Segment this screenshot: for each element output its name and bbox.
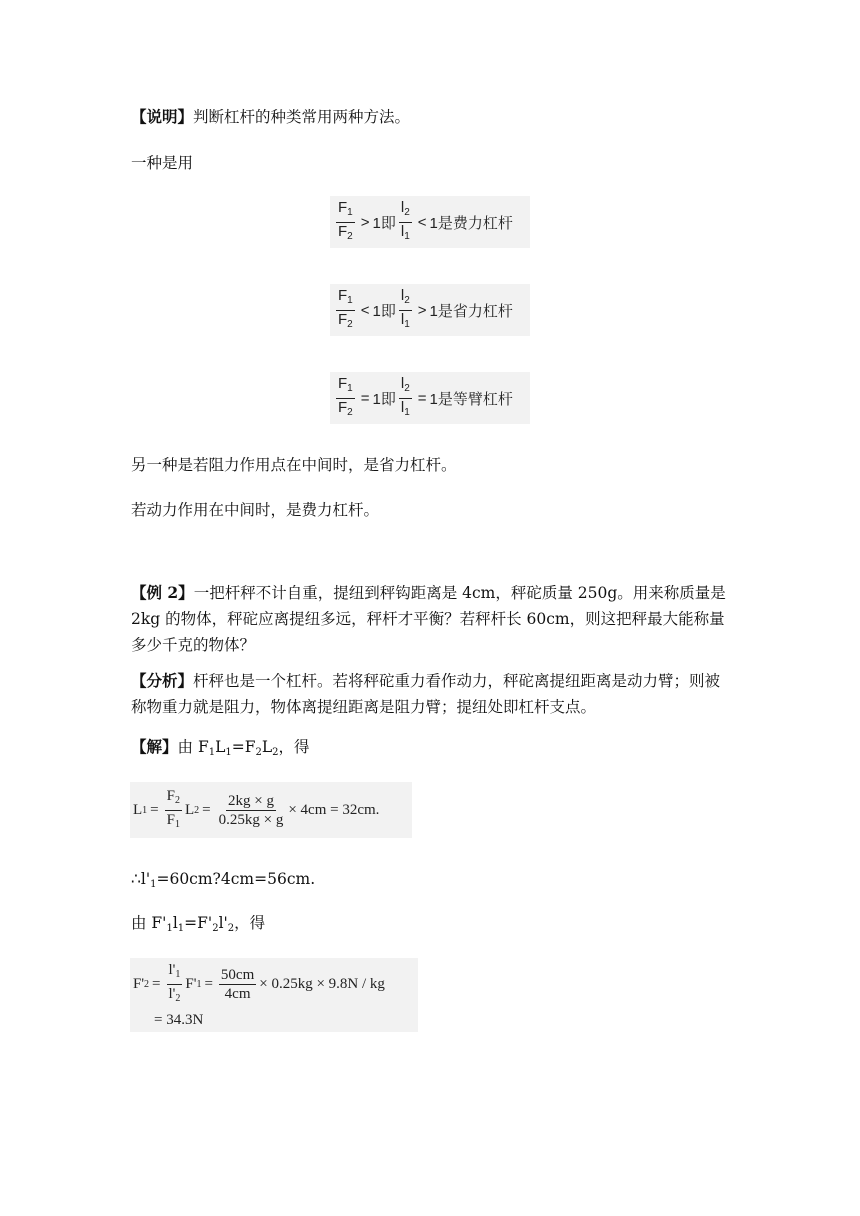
example-text: 一把杆秤不计自重，提纽到秤钩距离是 4cm，秤砣质量 250g。用来称质量是 2kg 的物体，秤砣应离提纽多远，秤杆才平衡？若秤杆长 60cm，则这把秤最大能称量多少千克的物体？ [131, 584, 726, 654]
solution-label: 【解】 [131, 737, 178, 756]
rule-result: 1是等臂杠杆 [429, 390, 513, 408]
note-label: 【说明】 [131, 107, 194, 126]
equation-f2: F' 2 = $\frac{l'_1}{l'_2}$ F' 1 = $\frac{50cm}{4cm}$ × 0.25kg × 9.8N / kg [133, 961, 385, 1004]
note-text: 判断杠杆的种类常用两种方法。 [193, 108, 411, 126]
example-label: 【例 2】 [131, 583, 194, 602]
method-two-text-b: 若动力作用在中间时，是费力杠杆。 [131, 501, 380, 519]
second-intro: 由 $F'_1l_1=F'_2l'_2$，得 [131, 914, 266, 934]
arm-ratio: $\frac{l_2}{l_1}$ [400, 198, 410, 242]
force-ratio: $\frac{F_1}{F_2}$ [338, 198, 353, 242]
equation-f2-result: = 34.3N [154, 1011, 204, 1028]
lever-rule-2: $\frac{F_1}{F_2}$ < 1即 $\frac{l_2}{l_1}$ > 1是省力杠杆 [333, 286, 513, 334]
equation-l1: L 1 = $\frac{F_2}{F_1}$ L 2 = $\frac{2kg \times g}{0.25kg \times g}$ × 4cm = 32cm. [133, 787, 380, 830]
example-paragraph [131, 580, 731, 658]
lever-rule-1: $\frac{F_1}{F_2}$ > 1即 $\frac{l_2}{l_1}$ < 1是费力杠杆 [333, 198, 513, 246]
lever-rule-3: $\frac{F_1}{F_2}$ = 1即 $\frac{l_2}{l_1}$ = 1是等臂杠杆 [333, 374, 513, 422]
therefore-line: $\therefore l'_1=60cm?4cm=56cm$. [131, 870, 316, 890]
solution-intro: 【解】由 $F_1L_1=F_2L_2$，得 [131, 737, 310, 758]
analysis-label: 【分析】 [131, 671, 194, 690]
rule-result: 1是省力杠杆 [429, 302, 513, 320]
analysis-paragraph [131, 668, 731, 720]
method-one-text: 一种是用 [131, 154, 194, 172]
method-two-text-a: 另一种是若阻力作用点在中间时，是省力杠杆。 [131, 456, 457, 474]
force-ratio: $\frac{F_1}{F_2}$ [338, 286, 353, 330]
note-paragraph [131, 104, 410, 130]
rule-result: 1是费力杠杆 [429, 214, 513, 232]
force-ratio: $\frac{F_1}{F_2}$ [338, 374, 353, 418]
analysis-text: 杆秤也是一个杠杆。若将秤砣重力看作动力，秤砣离提纽距离是动力臂；则被称物重力就是阻力，物体离提纽距离是阻力臂；提纽处即杠杆支点。 [131, 672, 721, 716]
arm-ratio: $\frac{l_2}{l_1}$ [400, 286, 410, 330]
arm-ratio: $\frac{l_2}{l_1}$ [400, 374, 410, 418]
